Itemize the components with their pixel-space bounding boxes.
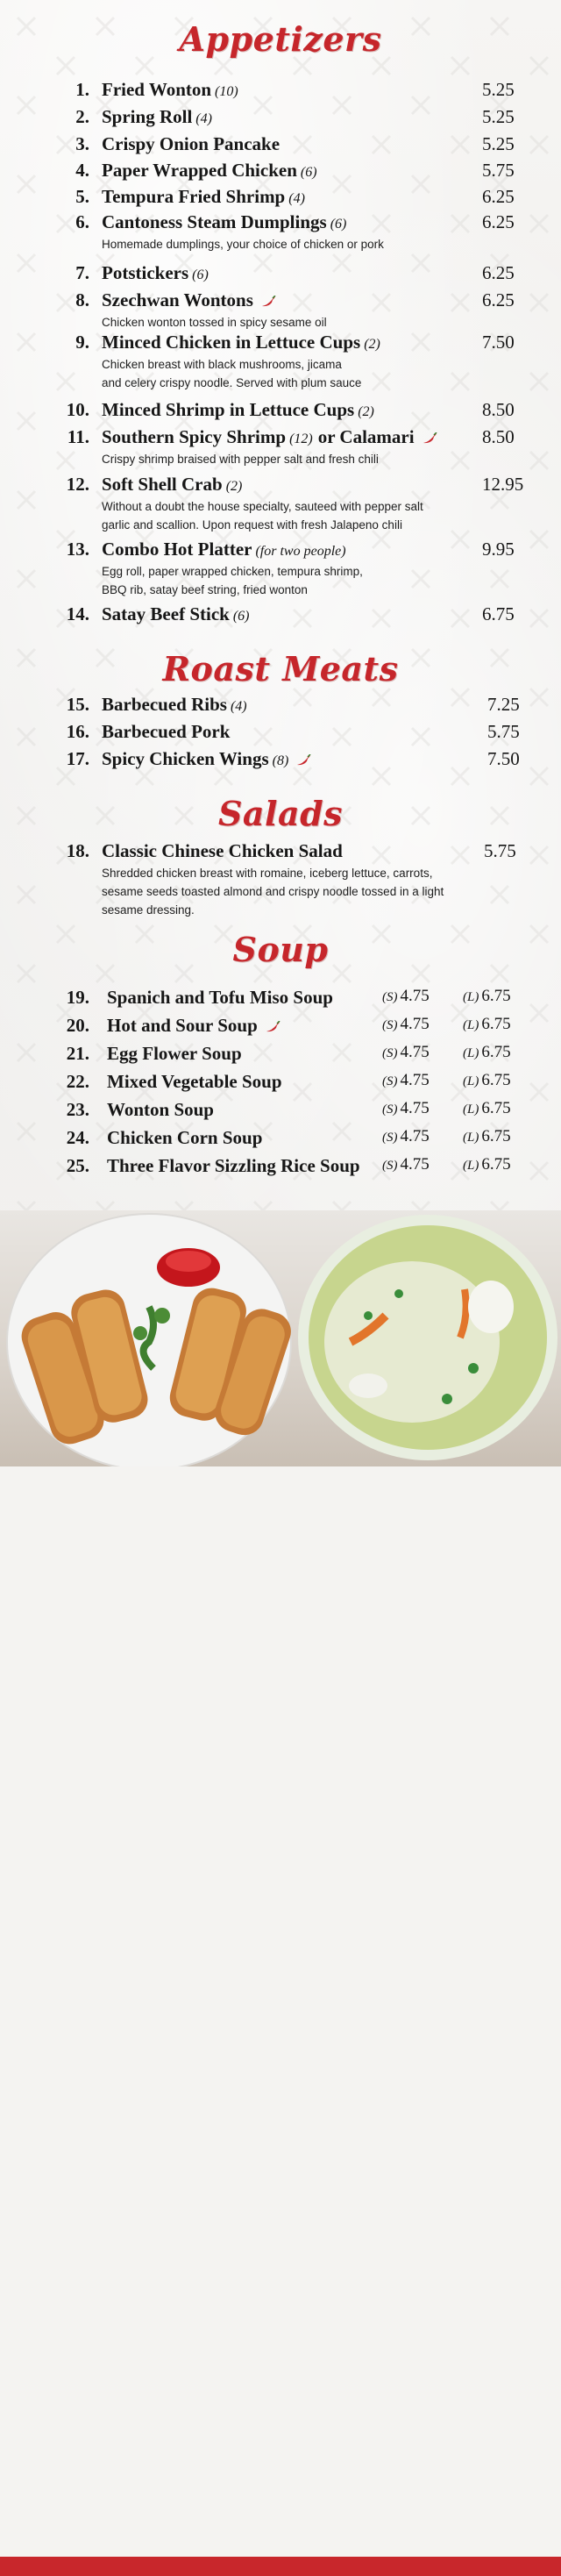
item-description: Shredded chicken breast with romaine, iceberg lettuce, carrots, bbox=[102, 867, 433, 880]
item-description: Chicken wonton tossed in spicy sesame oil bbox=[102, 316, 327, 329]
soup-item bbox=[0, 1015, 561, 1038]
item-name bbox=[102, 262, 209, 284]
large-price bbox=[463, 1071, 511, 1090]
item-number: 25. bbox=[66, 1155, 89, 1176]
item-number: 7. bbox=[75, 262, 89, 283]
chili-pepper-icon bbox=[295, 754, 311, 767]
item-quantity: (for two people) bbox=[255, 544, 346, 559]
item-price: 6.25 bbox=[482, 289, 515, 310]
large-price bbox=[463, 1155, 511, 1174]
item-name bbox=[102, 840, 343, 862]
item-number: 14. bbox=[66, 603, 89, 624]
item-price: 5.25 bbox=[482, 79, 515, 100]
item-price: 5.25 bbox=[482, 133, 515, 154]
item-name bbox=[102, 721, 230, 743]
item-price: 12.95 bbox=[482, 474, 524, 495]
item-price: 7.25 bbox=[487, 694, 520, 715]
item-price: 8.50 bbox=[482, 426, 515, 447]
large-price-value: 6.75 bbox=[481, 1127, 511, 1145]
small-price-value: 4.75 bbox=[400, 1127, 430, 1145]
appetizers-title: Appetizers bbox=[179, 19, 382, 59]
food-photos bbox=[0, 1210, 561, 1466]
item-quantity: (2) bbox=[364, 337, 380, 352]
item-quantity: (6) bbox=[300, 165, 317, 180]
small-label: (S) bbox=[382, 1046, 398, 1060]
item-number: 2. bbox=[75, 106, 89, 127]
large-price bbox=[463, 987, 511, 1006]
item-name-text: Mixed Vegetable Soup bbox=[107, 1071, 282, 1092]
large-price-value: 6.75 bbox=[481, 1071, 511, 1089]
item-name-text: Fried Wonton bbox=[102, 79, 212, 100]
small-price bbox=[382, 1015, 430, 1034]
soup-item bbox=[0, 1043, 561, 1066]
small-label: (S) bbox=[382, 990, 398, 1004]
item-name bbox=[107, 1127, 262, 1149]
item-quantity: (4) bbox=[288, 191, 305, 206]
small-price bbox=[382, 1099, 430, 1118]
item-description: Crispy shrimp braised with pepper salt and fresh chili bbox=[102, 453, 379, 466]
menu-item bbox=[0, 106, 561, 129]
small-price-value: 4.75 bbox=[400, 1155, 430, 1174]
menu-item bbox=[0, 539, 561, 596]
item-description: Egg roll, paper wrapped chicken, tempura shrimp, bbox=[102, 565, 363, 578]
item-name-text: Wonton Soup bbox=[107, 1099, 214, 1120]
red-band bbox=[0, 2557, 561, 2576]
item-description: sesame dressing. bbox=[102, 903, 195, 917]
soup-title: Soup bbox=[232, 930, 329, 969]
menu-item bbox=[0, 840, 561, 917]
small-price-value: 4.75 bbox=[400, 1099, 430, 1117]
item-name bbox=[102, 186, 305, 208]
item-number: 8. bbox=[75, 289, 89, 310]
item-name-text: Minced Shrimp in Lettuce Cups bbox=[102, 399, 355, 420]
small-label: (S) bbox=[382, 1102, 398, 1117]
item-price: 6.25 bbox=[482, 262, 515, 283]
item-name-text: Spanich and Tofu Miso Soup bbox=[107, 987, 333, 1008]
large-label: (L) bbox=[463, 1102, 479, 1117]
small-label: (S) bbox=[382, 1018, 398, 1032]
menu-item bbox=[0, 474, 561, 532]
item-name bbox=[102, 160, 317, 182]
item-price: 7.50 bbox=[487, 748, 520, 769]
item-name bbox=[107, 1155, 360, 1177]
soup-item bbox=[0, 1071, 561, 1094]
item-quantity: (6) bbox=[232, 609, 250, 624]
item-name-text: Spring Roll bbox=[102, 106, 193, 127]
item-price: 6.75 bbox=[482, 603, 515, 624]
item-description: Without a doubt the house specialty, sauteed with pepper salt bbox=[102, 500, 423, 513]
soup-item bbox=[0, 987, 561, 1010]
small-price-value: 4.75 bbox=[400, 1071, 430, 1089]
item-name-text: Satay Beef Stick bbox=[102, 603, 230, 624]
item-name-text: Cantoness Steam Dumplings bbox=[102, 211, 327, 232]
food-photos-strip bbox=[0, 1210, 561, 1466]
item-name-text: Soft Shell Crab bbox=[102, 474, 223, 495]
item-description: garlic and scallion. Upon request with fresh Jalapeno chili bbox=[102, 518, 402, 532]
large-label: (L) bbox=[463, 1159, 479, 1173]
menu-item bbox=[0, 721, 561, 744]
item-name-text: Barbecued Pork bbox=[102, 721, 231, 742]
menu-item bbox=[0, 186, 561, 209]
large-label: (L) bbox=[463, 1018, 479, 1032]
item-name-text: Chicken Corn Soup bbox=[107, 1127, 263, 1148]
salads-title: Salads bbox=[217, 794, 344, 833]
small-price bbox=[382, 1127, 430, 1146]
item-price: 5.25 bbox=[482, 106, 515, 127]
item-name-text: Minced Chicken in Lettuce Cups bbox=[102, 332, 361, 353]
menu-item bbox=[0, 399, 561, 422]
large-price-value: 6.75 bbox=[481, 1099, 511, 1117]
small-price bbox=[382, 1043, 430, 1062]
chili-pepper-icon bbox=[422, 432, 437, 445]
menu-item bbox=[0, 262, 561, 285]
item-number: 15. bbox=[66, 694, 89, 715]
large-price bbox=[463, 1015, 511, 1034]
large-price bbox=[463, 1043, 511, 1062]
item-name-text: Spicy Chicken Wings bbox=[102, 748, 269, 769]
item-extra: or Calamari bbox=[317, 426, 415, 447]
item-number: 20. bbox=[66, 1015, 89, 1036]
menu-item bbox=[0, 603, 561, 626]
item-price: 5.75 bbox=[482, 160, 515, 181]
menu-item bbox=[0, 694, 561, 717]
item-number: 16. bbox=[66, 721, 89, 742]
item-name-text: Three Flavor Sizzling Rice Soup bbox=[107, 1155, 360, 1176]
item-name bbox=[102, 539, 346, 560]
item-price: 8.50 bbox=[482, 399, 515, 420]
large-price bbox=[463, 1099, 511, 1118]
item-name bbox=[102, 289, 276, 311]
menu-item bbox=[0, 426, 561, 466]
roast-meats-title: Roast Meats bbox=[162, 649, 399, 689]
soup-item bbox=[0, 1099, 561, 1122]
item-name-text: Potstickers bbox=[102, 262, 189, 283]
item-price: 6.25 bbox=[482, 211, 515, 232]
item-name-text: Szechwan Wontons bbox=[102, 289, 253, 310]
item-name-text: Southern Spicy Shrimp bbox=[102, 426, 287, 447]
item-price: 6.25 bbox=[482, 186, 515, 207]
item-name bbox=[102, 332, 380, 353]
small-label: (S) bbox=[382, 1131, 398, 1145]
item-name bbox=[102, 603, 249, 625]
large-price bbox=[463, 1127, 511, 1146]
item-name bbox=[102, 474, 242, 496]
item-number: 10. bbox=[66, 399, 89, 420]
item-quantity: (2) bbox=[358, 404, 374, 419]
item-name-text: Hot and Sour Soup bbox=[107, 1015, 258, 1036]
item-name bbox=[102, 426, 437, 448]
item-number: 24. bbox=[66, 1127, 89, 1148]
small-price-value: 4.75 bbox=[400, 987, 430, 1005]
item-quantity: (8) bbox=[272, 753, 289, 768]
item-name bbox=[107, 987, 333, 1009]
large-price-value: 6.75 bbox=[481, 987, 511, 1005]
item-quantity: (2) bbox=[225, 479, 243, 494]
item-number: 1. bbox=[75, 79, 89, 100]
large-label: (L) bbox=[463, 1074, 479, 1088]
item-number: 12. bbox=[66, 474, 89, 495]
item-name bbox=[102, 79, 238, 101]
item-description: sesame seeds toasted almond and crispy noodle tossed in a light bbox=[102, 885, 444, 898]
item-description: and celery crispy noodle. Served with plum sauce bbox=[102, 376, 362, 389]
item-description: Chicken breast with black mushrooms, jicama bbox=[102, 358, 342, 371]
item-number: 13. bbox=[66, 539, 89, 560]
menu-item bbox=[0, 748, 561, 771]
chili-pepper-icon bbox=[260, 296, 276, 308]
item-price: 5.75 bbox=[484, 840, 516, 861]
item-quantity: (6) bbox=[330, 217, 347, 232]
item-name-text: Egg Flower Soup bbox=[107, 1043, 242, 1064]
menu-item bbox=[0, 289, 561, 329]
small-price-value: 4.75 bbox=[400, 1015, 430, 1033]
item-name-text: Tempura Fried Shrimp bbox=[102, 186, 286, 207]
item-number: 6. bbox=[75, 211, 89, 232]
soup-item bbox=[0, 1155, 561, 1178]
item-quantity: (10) bbox=[215, 84, 238, 99]
small-price-value: 4.75 bbox=[400, 1043, 430, 1061]
item-number: 19. bbox=[66, 987, 89, 1008]
menu-item bbox=[0, 332, 561, 389]
large-price-value: 6.75 bbox=[481, 1043, 511, 1061]
spring-rolls-photo bbox=[7, 1214, 296, 1466]
item-description: BBQ rib, satay beef string, fried wonton bbox=[102, 583, 308, 596]
large-price-value: 6.75 bbox=[481, 1155, 511, 1174]
item-name bbox=[102, 748, 311, 770]
item-price: 7.50 bbox=[482, 332, 515, 353]
item-number: 11. bbox=[67, 426, 89, 447]
small-label: (S) bbox=[382, 1159, 398, 1173]
menu-item bbox=[0, 133, 561, 156]
item-number: 9. bbox=[75, 332, 89, 353]
item-name bbox=[102, 133, 280, 155]
item-name-text: Crispy Onion Pancake bbox=[102, 133, 280, 154]
sizzling-rice-soup-photo bbox=[298, 1215, 557, 1460]
item-name bbox=[107, 1099, 214, 1121]
item-price: 5.75 bbox=[487, 721, 520, 742]
small-price bbox=[382, 1155, 430, 1174]
item-name bbox=[102, 211, 346, 233]
menu-item bbox=[0, 79, 561, 102]
chili-pepper-icon bbox=[265, 1021, 280, 1033]
item-number: 3. bbox=[75, 133, 89, 154]
soup-item bbox=[0, 1127, 561, 1150]
item-name-text: Combo Hot Platter bbox=[102, 539, 252, 560]
item-number: 5. bbox=[75, 186, 89, 207]
item-name-text: Paper Wrapped Chicken bbox=[102, 160, 297, 181]
item-number: 21. bbox=[66, 1043, 89, 1064]
large-label: (L) bbox=[463, 1046, 479, 1060]
large-label: (L) bbox=[463, 990, 479, 1004]
menu-item bbox=[0, 211, 561, 251]
item-name-text: Barbecued Ribs bbox=[102, 694, 227, 715]
item-number: 17. bbox=[66, 748, 89, 769]
item-name bbox=[107, 1071, 282, 1093]
item-quantity: (4) bbox=[195, 111, 212, 126]
item-name bbox=[102, 399, 374, 421]
large-price-value: 6.75 bbox=[481, 1015, 511, 1033]
menu-item bbox=[0, 160, 561, 182]
item-quantity: (6) bbox=[192, 268, 209, 282]
item-name bbox=[107, 1015, 280, 1037]
small-price bbox=[382, 987, 430, 1006]
item-price: 9.95 bbox=[482, 539, 515, 560]
item-quantity: (4) bbox=[230, 699, 247, 714]
item-name-text: Classic Chinese Chicken Salad bbox=[102, 840, 343, 861]
item-number: 18. bbox=[66, 840, 89, 861]
item-quantity: (12) bbox=[289, 432, 313, 446]
small-label: (S) bbox=[382, 1074, 398, 1088]
item-number: 4. bbox=[75, 160, 89, 181]
item-name bbox=[102, 694, 247, 716]
item-number: 22. bbox=[66, 1071, 89, 1092]
large-label: (L) bbox=[463, 1131, 479, 1145]
item-name bbox=[102, 106, 212, 128]
item-number: 23. bbox=[66, 1099, 89, 1120]
item-name bbox=[107, 1043, 242, 1065]
item-description: Homemade dumplings, your choice of chicken or pork bbox=[102, 238, 384, 251]
small-price bbox=[382, 1071, 430, 1090]
